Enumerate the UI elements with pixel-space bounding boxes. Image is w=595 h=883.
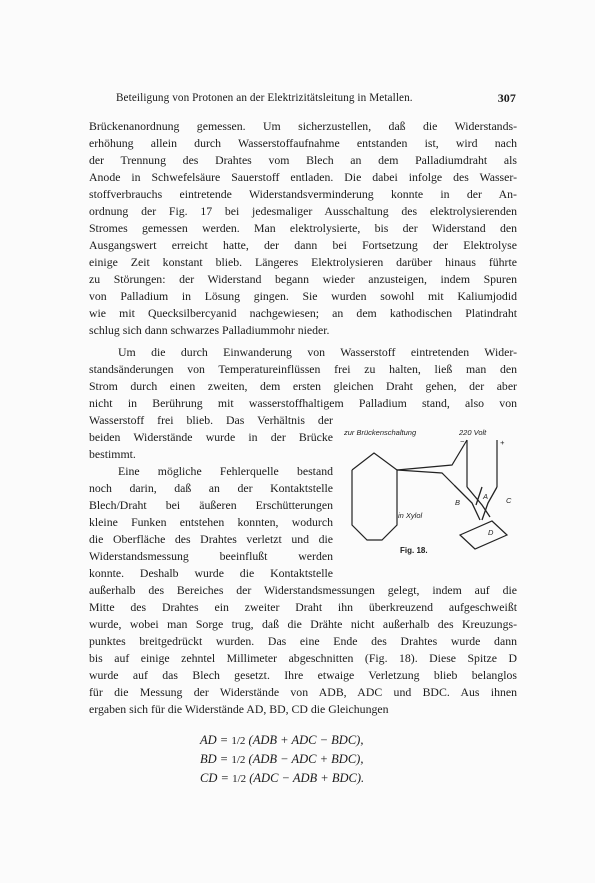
body-line: Brückenanordnung gemessen. Um sicherzustellen, daß die Widerstands- xyxy=(89,119,517,133)
body-line: bestimmt. xyxy=(89,447,136,461)
wire-middle xyxy=(397,470,454,485)
equation-lhs: BD xyxy=(200,752,217,766)
equation-rhs: (ADB − ADC + BDC), xyxy=(248,752,364,766)
running-header xyxy=(116,92,516,104)
body-line: der Trennung des Drahtes vom Blech an dem Palladiumdraht als xyxy=(89,153,517,167)
body-line: Mitte des Drahtes ein zweiter Draht ihn überkreuzend aufgeschweißt xyxy=(89,600,517,614)
body-line: Anode in Schwefelsäure Sauerstoff entladen. Die dabei infolge des Wasser- xyxy=(89,170,517,184)
body-line: kleine Funken entstehen konnten, wodurch xyxy=(89,515,333,529)
body-line: erhöhung allein durch Wasserstoffaufnahme entstanden ist, wird nach xyxy=(89,136,517,150)
body-line: zu Störungen: der Widerstand begann wieder anzusteigen, indem Spuren xyxy=(89,272,517,286)
body-line: für die Messung der Widerstände von ADB, ADC und BDC. Aus ihnen xyxy=(89,685,517,699)
equation-lhs: CD xyxy=(200,771,218,785)
body-line: Strom durch einen zweiten, dem ersten gleichen Draht gehen, der aber xyxy=(89,379,517,393)
equation-rhs: (ADB + ADC − BDC), xyxy=(248,733,364,747)
equation-ad: AD = 1/2 (ADB + ADC − BDC), xyxy=(200,733,364,747)
body-line: punktes breitgedrückt wurden. Das eine Ende des Drahtes wurde dann xyxy=(89,634,517,648)
body-line: bis auf einige zehntel Millimeter abgeschnitten (Fig. 18). Diese Spitze D xyxy=(89,651,517,665)
body-line: Um die durch Einwanderung von Wasserstoff eintretenden Wider- xyxy=(118,345,517,359)
figure-18-diagram xyxy=(342,425,522,565)
equation-bd: BD = 1/2 (ADB − ADC + BDC), xyxy=(200,752,364,766)
body-line: stoffverbrauchs eintretende Widerstandsverminderung konnte in der An- xyxy=(89,187,517,201)
equation-fraction: 1/2 xyxy=(232,773,247,785)
figure-label-voltage: 220 Volt xyxy=(459,428,487,437)
body-line: wie mit Quecksilbercyanid nachgewiesen; an dem kathodischen Platindraht xyxy=(89,306,517,320)
wire-loop-left xyxy=(352,470,397,540)
body-line: von Palladium in Lösung gingen. Sie wurden sowohl mit Kaliumjodid xyxy=(89,289,517,303)
body-line: Widerstandsmessung beeinflußt werden xyxy=(89,549,333,563)
figure-label-xylol: in Xylol xyxy=(398,511,423,520)
body-line: Wasserstoff frei blieb. Das Verhältnis der xyxy=(89,413,333,427)
body-line: Blech/Draht bei äußeren Erschütterungen xyxy=(89,498,333,512)
body-line: einige Zeit konstant blieb. Längeres Elektrolysieren darüber hinaus führte xyxy=(89,255,517,269)
equation-rhs: (ADC − ADB + BDC). xyxy=(249,771,365,785)
body-line: ergaben sich für die Widerstände AD, BD, CD die Gleichungen xyxy=(89,702,389,716)
figure-label-a: A xyxy=(483,492,489,501)
body-line: die Oberfläche des Drahtes verletzt und die xyxy=(89,532,333,546)
figure-caption: Fig. 18. xyxy=(400,546,428,555)
body-line: außerhalb des Bereiches der Widerstandsmessungen gelegt, indem auf die xyxy=(89,583,517,597)
figure-label-plus: + xyxy=(500,438,505,447)
body-line: nicht in Berührung mit wasserstoffhaltigem Palladium stand, also von xyxy=(89,396,517,410)
metal-sheet xyxy=(460,521,507,549)
equation-fraction: 1/2 xyxy=(231,735,246,747)
figure-label-c: C xyxy=(506,496,512,505)
body-line: schlug sich dann schwarzes Palladiummohr nieder. xyxy=(89,323,330,337)
page-number: 307 xyxy=(497,91,516,105)
body-line: Stromes gemessen werden. Man elektrolysierte, bis der Widerstand den xyxy=(89,221,517,235)
equation-fraction: 1/2 xyxy=(231,754,246,766)
wire-top-left xyxy=(352,453,397,470)
figure-label-minus: − xyxy=(460,437,465,446)
figure-label-bridge: zur Brückenschaltung xyxy=(344,428,417,437)
body-line: wurde auf das Blech gesetzt. Ihre etwaige Verletzung blieb belanglos xyxy=(89,668,517,682)
body-line: wurde, wobei man Sorge trug, daß die Drähte nicht außerhalb des Kreuzungs- xyxy=(89,617,517,631)
running-title: Beteiligung von Protonen an der Elektrizitätsleitung in Metallen. xyxy=(116,92,413,104)
equation-lhs: AD xyxy=(200,733,217,747)
body-line: ordnung der Fig. 17 bei jedesmaliger Ausschaltung des elektrolysierenden xyxy=(89,204,517,218)
equation-cd: CD = 1/2 (ADC − ADB + BDC). xyxy=(200,771,365,785)
body-line: standsänderungen von Temperatureinflüssen frei zu halten, ließ man den xyxy=(89,362,517,376)
figure-label-b: B xyxy=(455,498,461,507)
body-line: beiden Widerstände wurde in der Brücke xyxy=(89,430,333,444)
body-line: noch darin, daß an der Kontaktstelle xyxy=(89,481,333,495)
body-line: konnte. Deshalb wurde die Kontaktstelle xyxy=(89,566,333,580)
figure-label-d: D xyxy=(488,528,494,537)
wire-to-bridge xyxy=(397,440,467,470)
body-line: Eine mögliche Fehlerquelle bestand xyxy=(118,464,333,478)
body-line: Ausgangswert erreicht hatte, der dann bei Fortsetzung der Elektrolyse xyxy=(89,238,517,252)
